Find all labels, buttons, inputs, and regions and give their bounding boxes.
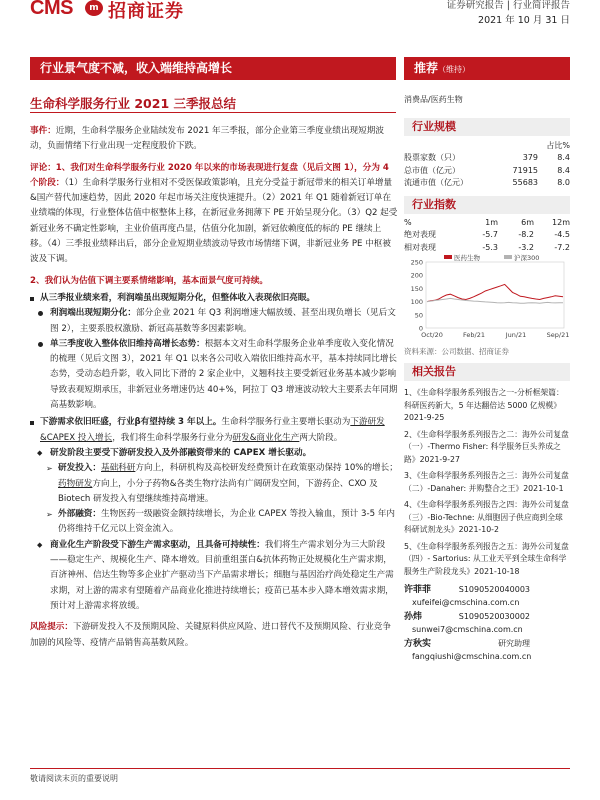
related-title: 相关报告 [404, 363, 570, 381]
financing-text: 生物医药一级融资金额持续增长，为企业 CAPEX 等投入输血，预计 3-5 年内仍将维持千亿元以上资金流入。 [58, 509, 395, 535]
index-key: 相对表现 [404, 242, 436, 252]
logo-mark: m [85, 0, 103, 16]
legend-label: 医药生物 [454, 254, 480, 262]
report-title: 生命科学服务行业 2021 三季报总结 [30, 96, 236, 111]
bullet-2b-bold: 商业化生产阶段受下游生产需求驱动，且具备可持续性： [50, 539, 265, 550]
bullet-2-text3: 两大阶段。 [299, 432, 343, 443]
report-date: 2021 年 10 月 31 日 [478, 15, 570, 26]
rd-label: 研发投入： [58, 463, 101, 474]
section-2-heading: 2、我们认为估值下调主要系情绪影响，基本面景气度可持续。 [30, 275, 269, 286]
analyst [404, 611, 570, 636]
analyst-name: 孙炜 [404, 612, 423, 622]
bullet-1a-bold: 利润端出现短期分化： [50, 308, 136, 319]
index-value: -8.2 [518, 230, 534, 239]
index-table [404, 217, 570, 255]
analyst-cert: S1090520030002 [458, 612, 530, 621]
index-row [404, 229, 570, 242]
bullet-2a-i [30, 461, 398, 507]
event-text: 近期，生命科学服务企业陆续发布 2021 年三季报，部分企业第三季度业绩出现短期波动，负面情绪下行业出现一定程度股价下跌。 [30, 126, 384, 152]
y-tick-label: 250 [410, 258, 423, 267]
logo-en: CMS [30, 0, 73, 19]
x-tick-label: Feb/21 [463, 331, 485, 339]
analyst-cert: S1090520040003 [458, 585, 530, 594]
rd-text1: 方向上，科研机构及高校研发经费预计在政策驱动保持 10%的增长； [135, 463, 398, 474]
bullet-1-bold: 从三季报业绩来看，利润端虽出现短期分化，但整体收入表现依旧亮眼。 [40, 292, 316, 303]
doc-type: 证券研究报告 | 行业简评报告 [446, 0, 570, 11]
y-tick-label: 150 [410, 284, 423, 293]
industry-label: 消费品/医药生物 [404, 95, 463, 104]
bullet-1a-text: 部分企业 2021 年 Q3 利润增速大幅放缓、甚至出现负增长（见后文图 2），主要系股权激励、新冠高基数等多因素影响。 [50, 308, 396, 334]
related-report-link[interactable]: 3、《生命科学服务系列报告之三：海外公司复盘（二）-Danaher: 并购整合之王》2021-10-1 [404, 471, 569, 493]
x-tick-label: Oct/20 [421, 331, 443, 339]
footer-divider [30, 768, 570, 769]
title-divider [30, 112, 396, 113]
analysts [404, 584, 570, 663]
footer-note: 敬请阅读末页的重要说明 [30, 774, 118, 783]
index-value: -4.5 [554, 230, 570, 239]
comment-label: 评论： [30, 162, 56, 173]
index-title: 行业指数 [404, 196, 570, 214]
logo-cn: 招商证券 [108, 1, 184, 22]
index-key: 绝对表现 [404, 230, 436, 239]
rd-u2: 药物研发 [58, 478, 93, 489]
bullet-2 [30, 415, 398, 446]
scale-row [404, 152, 570, 165]
x-tick-label: Sep/21 [546, 331, 570, 339]
scale-row [404, 165, 570, 178]
comment-paragraph [30, 161, 398, 268]
index-head: 6m [521, 217, 534, 227]
index-head: 1m [485, 217, 498, 227]
analyst-email[interactable]: xufeifei@cmschina.com.cn [412, 597, 520, 607]
y-tick-label: 100 [410, 298, 423, 307]
analyst-name: 许菲菲 [404, 585, 432, 595]
main-text [30, 124, 398, 657]
scale-table [404, 152, 570, 190]
risk-label: 风险提示： [30, 622, 73, 633]
bullet-2-u2: 研发&商业化生产 [232, 432, 300, 443]
scale-title: 行业规模 [404, 118, 570, 136]
analyst-email[interactable]: sunwei7@cmschina.com.cn [412, 624, 523, 634]
bullet-1b-bold: 单三季度收入整体依旧维持高增长态势： [50, 338, 205, 349]
index-row [404, 242, 570, 255]
y-tick-label: 0 [418, 324, 423, 333]
bullet-2-text2: ，我们将生命科学服务行业分为 [112, 432, 233, 443]
analyst-email[interactable]: fangqiushi@cmschina.com.cn [412, 651, 532, 661]
scale-pct: 8.4 [557, 153, 570, 162]
bullet-1b-text: 根据本文对生命科学服务企业单季度收入变化情况的梳理（见后文图 3），2021 年 Q1 以来各公司收入端依旧维持高水平，基本持续同比增长态势，受动态趋升影，收入同比下滑的 2 家企业中，义翘科技主要受新冠业务基本减少影响导致表观短期承压，非新冠业务增速仍达 40+%，阿拉丁 Q3 增速波动较大主要系去年同期高基数影响。 [50, 338, 398, 411]
index-value: -5.7 [482, 230, 498, 239]
bullet-2-text1: 生命科学服务行业主要增长驱动为 [221, 417, 351, 428]
logo [30, 0, 220, 22]
analyst-cert: 研究助理 [498, 639, 530, 648]
risk-text: 下游研发投入不及预期风险、关键原料供应风险、进口替代不及预期风险、行业竞争加剧的风险等、疫情产品销售高基数风险。 [30, 622, 391, 648]
risk-paragraph [30, 620, 398, 651]
bullet-2a [30, 446, 398, 461]
index-chart [404, 254, 570, 342]
scale-unit: 占比% [546, 141, 570, 150]
index-value: -5.3 [482, 242, 498, 252]
bullet-1b [30, 337, 398, 413]
related-report-link[interactable]: 2、《生命科学服务系列报告之二：海外公司复盘（一）-Thermo Fisher: 科学服务巨头养成之路》2021-9-27 [404, 429, 569, 464]
sidebar [404, 92, 570, 665]
related-report-link[interactable]: 4、《生命科学服务系列报告之四：海外公司复盘（三）-Bio-Techne: 从细胞因子供应商到全球科研试剂龙头》2021-10-2 [404, 500, 569, 534]
index-value: -3.2 [518, 242, 534, 252]
rd-text2: 方向上，小分子药物&各类生物疗法尚有广阔研发空间，下游药企、CXO 及 Biotech 研发投入有望继续维持高增速。 [58, 478, 378, 504]
related-report-link[interactable]: 5、《生命科学服务系列报告之五：海外公司复盘（四）- Sartorius: 从工业天平到全球生命科学服务生产阶段龙头》2021-10-18 [404, 541, 569, 576]
event-paragraph [30, 124, 398, 155]
index-head: % [404, 217, 412, 227]
analyst-name: 方秋实 [404, 639, 432, 649]
analyst [404, 638, 570, 663]
scale-row [404, 177, 570, 190]
scale-key: 总市值（亿元） [404, 165, 460, 175]
y-tick-label: 50 [414, 311, 423, 320]
scale-value: 71915 [512, 165, 538, 175]
comment-text: （1）生命科学服务行业相对不受医保政策影响，且充分受益于新冠带来的相关订单增量&国产替代加速趋势，因此 2020 年起市场关注度快速提升。（2）2021 年 Q1 随着新冠订单在业绩端的体现，行业整体估值中枢整体上移，在新冠业务拥薄下 PE 开始呈现分化。（3）Q2 起受新冠业务不确定性影响，主业价值再度凸显，估值分化加剧，新冠依赖度低的标的 PE 继续上移。（4）三季报业绩释出后，部分企业短期业绩波动导致市场情绪下调，非新冠业务 PE 中枢被波及下调。 [30, 177, 398, 265]
rd-u1: 基础科研 [100, 463, 136, 474]
bullet-2b [30, 538, 398, 614]
bullet-2-u1: 下游研发&CAPEX 投入增长 [40, 417, 385, 443]
bullet-2b-text: 我们将生产需求划分为三大阶段——稳定生产、规模化生产、降本增效。目前重组蛋白&抗体药物正处规模化生产需求期，百济神州、信达生物等多企业扩产驱动当下产品需求增长；细胞与基因治疗尚处稳定生产需求期，对上游的需求有望随着产品商业化推进持续增长；疫苗已基本步入降本增效需求期，预计对上游需求将放缓。 [50, 539, 394, 611]
event-label: 事件： [30, 126, 56, 136]
scale-pct: 8.4 [557, 165, 570, 175]
bullet-2a-ii [30, 507, 398, 538]
y-tick-label: 200 [410, 271, 423, 280]
x-tick-label: Jun/21 [505, 331, 527, 339]
scale-value: 379 [522, 153, 538, 162]
scale-value: 55683 [512, 178, 538, 187]
scale-key: 流通市值（亿元） [404, 178, 468, 187]
scale-pct: 8.0 [557, 178, 570, 187]
legend-swatch [444, 255, 452, 259]
scale-key: 股票家数（只） [404, 153, 460, 162]
related-report-link[interactable]: 1、《生命科学服务系列报告之一-分析框架篇：科研医药新大，5 年达翻倍达 5000 亿规模》2021-9-25 [404, 388, 564, 422]
legend-label: 沪深300 [514, 254, 540, 262]
chart-source: 资料来源：公司数据、招商证券 [404, 347, 509, 356]
bullet-2-bold: 下游需求依旧旺盛，行业β有望持续 3 年以上。 [40, 417, 222, 428]
legend-swatch [504, 255, 512, 259]
related-reports [404, 387, 570, 578]
rating-note: （维持） [438, 65, 471, 74]
bullet-1a [30, 306, 398, 337]
comment-bold: 1、我们对生命科学服务行业 2020 年以来的市场表现进行复盘（见后文图 1），分为 4 个阶段： [30, 162, 389, 188]
financing-label: 外部融资： [58, 509, 101, 520]
index-head: 12m [552, 217, 570, 227]
analyst [404, 584, 570, 609]
index-header [404, 217, 570, 230]
bullet-2a-bold: 研发阶段主要受下游研发投入及外部融资带来的 CAPEX 增长驱动。 [50, 447, 312, 458]
rating-banner [404, 57, 570, 80]
headline-banner: 行业景气度不减，收入端维持高增长 [30, 57, 396, 80]
rating: 推荐 [414, 61, 439, 75]
index-value: -7.2 [554, 242, 570, 252]
bullet-1 [30, 291, 398, 306]
